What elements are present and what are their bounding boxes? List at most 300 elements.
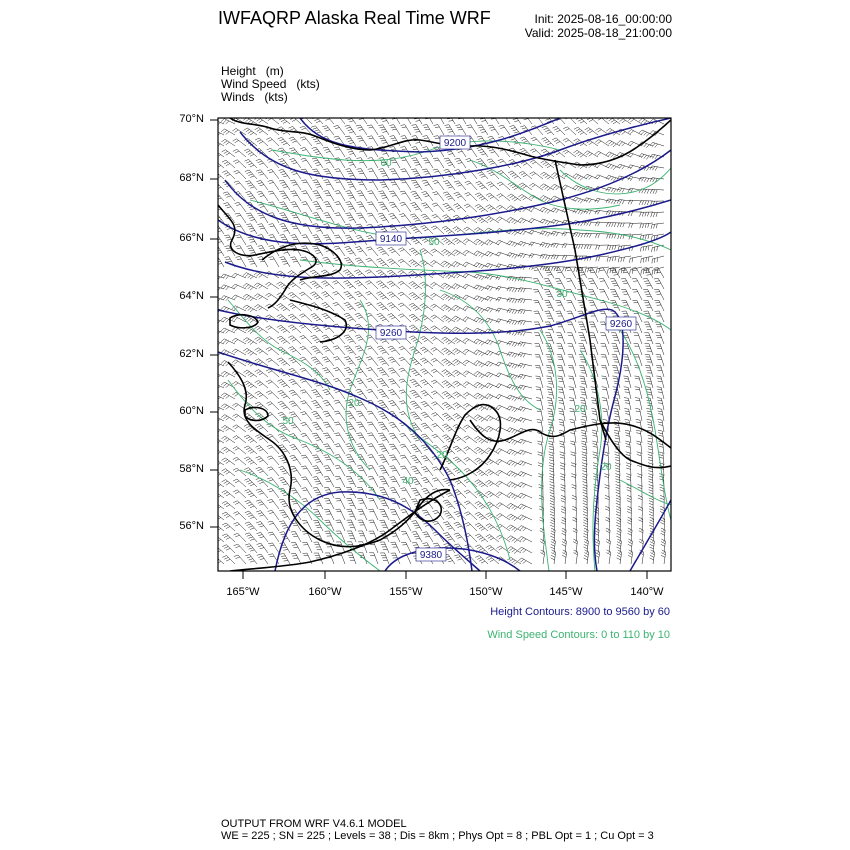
wind-barb (639, 130, 653, 137)
wind-barb (518, 309, 532, 314)
wind-barb (486, 535, 499, 543)
wind-barb (277, 325, 290, 333)
wind-barb (463, 239, 477, 245)
wind-barb (246, 191, 258, 201)
wind-barb (301, 191, 312, 201)
wind-barb (602, 398, 609, 410)
wind-barb (278, 390, 290, 399)
wind-barb (654, 268, 664, 278)
wind-speed-label: 30 (556, 289, 568, 300)
wind-barb (266, 391, 279, 399)
wind-barb (335, 191, 345, 201)
wind-barb (221, 404, 235, 410)
wind-barb (610, 278, 620, 289)
wind-barb (399, 346, 411, 355)
wind-barb (432, 467, 444, 476)
wind-barb (410, 401, 422, 410)
wind-barb (558, 387, 565, 399)
wind-barb (432, 500, 444, 510)
wind-barb (335, 498, 345, 509)
wind-barb (377, 379, 389, 389)
wind-barb (334, 444, 345, 454)
wind-barb (578, 333, 587, 344)
wind-barb (431, 337, 444, 344)
wind-barb (601, 376, 609, 388)
wind-barb (400, 466, 411, 476)
wind-barb (618, 256, 631, 262)
wind-barb (452, 349, 466, 356)
wind-barb (357, 180, 368, 190)
wind-barb (650, 550, 655, 564)
wind-barb (595, 222, 609, 226)
wind-barb (380, 542, 389, 553)
wind-barb (357, 169, 367, 179)
wind-barb (233, 447, 246, 455)
wind-barb (422, 477, 434, 487)
wind-barb (486, 205, 499, 212)
wind-barb (356, 235, 367, 245)
wind-barb (324, 509, 334, 520)
wind-barb (442, 413, 455, 421)
wind-barb (566, 300, 576, 311)
wind-barb (267, 423, 279, 432)
wind-barb (300, 137, 312, 146)
wind-barb (378, 202, 389, 212)
wind-barb (529, 242, 543, 246)
wind-barb (595, 210, 609, 214)
wind-barb (568, 344, 577, 355)
wind-barb (443, 181, 455, 191)
wind-barb (643, 289, 653, 300)
wind-barb (389, 433, 400, 443)
wind-barb (388, 368, 400, 377)
wind-barb (547, 398, 554, 410)
wind-barb (256, 180, 268, 190)
wind-barb (600, 333, 609, 344)
wind-barb (288, 116, 301, 124)
wind-barb (496, 217, 510, 223)
lon-label: 155°W (389, 586, 423, 598)
wind-barb (312, 433, 323, 443)
wind-barb (464, 512, 477, 520)
wind-barb (535, 344, 544, 355)
wind-barb (210, 140, 224, 147)
wind-barb (643, 278, 653, 289)
wind-barb (584, 550, 589, 564)
wind-barb (635, 387, 642, 399)
wind-barb (464, 447, 477, 454)
wind-barb (518, 331, 532, 336)
wind-barb (345, 213, 356, 223)
wind-barb (223, 203, 235, 213)
wind-barb (336, 520, 345, 531)
wind-barb (411, 180, 422, 190)
wind-barb (290, 202, 301, 212)
wind-barb (411, 158, 422, 168)
wind-barb (322, 126, 334, 135)
wind-barb (290, 257, 301, 267)
wind-barb (499, 114, 510, 124)
wind-barb (324, 191, 335, 201)
wind-barb (210, 307, 224, 313)
wind-barb (256, 467, 268, 476)
wind-barb (430, 282, 444, 289)
wind-barb (255, 128, 268, 136)
wind-barb (562, 232, 576, 236)
wind-barb (334, 422, 345, 432)
wind-barb (518, 450, 532, 455)
wind-barb (574, 116, 587, 124)
wind-barb (245, 555, 257, 564)
wind-barb (398, 281, 411, 289)
wind-barb (378, 180, 389, 190)
wind-barb (356, 213, 367, 223)
wind-barb (301, 455, 312, 465)
wind-barb (210, 372, 224, 378)
wind-barb (222, 469, 235, 476)
wind-speed-contour (240, 470, 380, 571)
wind-barb (336, 542, 345, 553)
wind-barb (431, 391, 444, 399)
wind-barb (210, 394, 224, 401)
wind-barb (390, 488, 400, 499)
wind-barb (557, 376, 565, 388)
wind-barb (630, 256, 643, 263)
wind-barb (434, 125, 445, 135)
wind-barb (356, 202, 367, 212)
wind-barb (557, 365, 565, 377)
wind-barb (441, 249, 455, 256)
wind-barb (476, 170, 488, 179)
wind-barb (267, 456, 279, 465)
wind-barb (247, 257, 257, 267)
wind-barb (562, 550, 567, 564)
wind-barb (290, 499, 301, 509)
wind-barb (299, 292, 312, 300)
wind-barb (464, 479, 477, 487)
wind-barb (464, 457, 477, 465)
wind-speed-contours (228, 141, 671, 571)
wind-barb (507, 482, 521, 489)
wind-barb (645, 376, 653, 388)
wind-barb (246, 213, 257, 223)
wind-barb (389, 455, 400, 465)
wind-barb (334, 125, 346, 135)
wind-barb (346, 191, 357, 201)
wind-barb (398, 292, 411, 300)
wind-barb (255, 370, 268, 378)
wind-barb (378, 191, 389, 201)
wind-barb (655, 333, 664, 344)
wind-barb (399, 214, 411, 224)
wind-barb (289, 137, 301, 146)
wind-barb (267, 467, 279, 476)
wind-barb (244, 381, 257, 388)
wind-barb (621, 278, 631, 289)
wind-barb (411, 455, 422, 465)
wind-barb (487, 170, 499, 179)
wind-barb (624, 398, 631, 410)
wind-barb (210, 318, 224, 324)
wind-barb (529, 183, 543, 190)
wind-barb (624, 387, 631, 399)
wind-barb (255, 380, 268, 388)
wind-barb (420, 336, 433, 344)
height-contour-label: 9380 (419, 550, 443, 561)
wind-barb (474, 361, 488, 368)
wind-barb (474, 251, 488, 258)
wind-barb (368, 487, 378, 498)
wind-barb (288, 325, 301, 333)
valid-time: Valid: 2025-08-18_21:00:00 (524, 26, 672, 40)
wind-barb (210, 130, 224, 137)
wind-barb (534, 311, 543, 322)
model-info-line1: OUTPUT FROM WRF V4.6.1 MODEL (221, 818, 407, 830)
wind-barb (300, 390, 312, 399)
wind-barb (387, 303, 400, 311)
wind-barb (367, 191, 378, 201)
wind-speed-label: 20 (348, 398, 360, 409)
wind-barb (333, 368, 345, 378)
wind-barb (421, 456, 433, 465)
wind-barb (389, 125, 400, 135)
wind-barb (497, 194, 510, 201)
wind-barb (311, 390, 323, 400)
wind-barb (441, 283, 455, 290)
field-unit: (m) (265, 64, 284, 78)
wind-barb (599, 289, 609, 300)
wind-speed-contour-legend: Wind Speed Contours: 0 to 110 by 10 (487, 629, 670, 641)
wind-barb (278, 137, 290, 146)
wind-barb (234, 181, 246, 190)
wind-barb (254, 294, 268, 300)
wind-barb (409, 292, 422, 300)
wind-barb (279, 466, 291, 476)
wind-barb (388, 390, 400, 400)
wind-barb (645, 365, 653, 377)
wind-barb (573, 185, 587, 191)
wind-barb (412, 125, 423, 135)
wind-barb (355, 313, 367, 322)
wind-barb (442, 381, 455, 389)
wind-barb (400, 433, 411, 443)
wind-barb (485, 480, 499, 487)
wind-barb (344, 335, 356, 344)
wind-barb (474, 339, 488, 345)
wind-barb (222, 534, 235, 542)
lat-label: 60°N (179, 405, 204, 417)
wind-barb (323, 158, 334, 168)
wind-barb (590, 354, 598, 366)
wind-barb (635, 408, 642, 421)
wind-barb (456, 114, 467, 124)
wind-barb (430, 293, 444, 300)
wind-barb (518, 353, 532, 358)
wind-barb (210, 340, 224, 346)
wind-barb (596, 256, 609, 261)
wind-barb (421, 412, 433, 421)
wind-barb (612, 344, 621, 355)
wind-barb (645, 354, 653, 366)
wind-barb (210, 150, 224, 157)
wind-barb (346, 180, 356, 190)
wind-barb (555, 300, 565, 311)
wind-barb (345, 378, 356, 388)
wind-barb (265, 282, 279, 289)
wind-barb (518, 526, 532, 531)
field-name: Height (221, 64, 256, 78)
wind-barb (556, 311, 565, 322)
wind-barb (508, 194, 522, 201)
wind-barb (312, 246, 323, 256)
wind-barb (234, 555, 246, 564)
wind-barb (335, 202, 346, 212)
wind-barb (222, 171, 235, 179)
wind-barb (564, 115, 576, 124)
wind-barb (651, 223, 664, 229)
height-contour-label: 9140 (379, 234, 403, 245)
wind-barb (290, 180, 301, 190)
wind-barb (455, 125, 466, 135)
wind-barb (257, 224, 268, 234)
wind-barb (422, 180, 433, 190)
wind-barb (312, 455, 323, 465)
wind-barb (367, 433, 378, 443)
wind-barb (399, 390, 411, 399)
wind-barb (301, 433, 312, 443)
wind-barb (313, 224, 324, 234)
wind-barb (497, 182, 510, 190)
lon-label: 150°W (469, 586, 503, 598)
wind-barb (531, 115, 543, 125)
wind-barb (302, 202, 313, 212)
wind-barb (347, 553, 356, 564)
wind-speed-label: 50 (282, 416, 294, 427)
wind-barb (582, 463, 587, 476)
wind-barb (301, 477, 312, 487)
wind-barb (268, 499, 280, 509)
wind-barb (256, 159, 268, 168)
wind-barb (324, 477, 334, 488)
wind-barb (368, 509, 378, 520)
wind-barb (595, 140, 609, 146)
wind-barb (475, 523, 488, 531)
wind-barb (507, 493, 521, 500)
wind-barb (312, 400, 324, 410)
wind-barb (268, 532, 279, 542)
wind-barb (551, 539, 556, 553)
wind-barb (232, 349, 246, 355)
wind-barb (612, 365, 620, 377)
wind-barb (475, 193, 488, 201)
wind-barb (312, 180, 323, 190)
wind-barb (280, 554, 290, 565)
wind-barb (422, 158, 433, 168)
wind-barb (377, 313, 389, 322)
wind-barb (389, 213, 400, 223)
wind-barb (210, 383, 224, 390)
wind-barb (347, 531, 356, 542)
wind-barb (518, 482, 532, 487)
wind-barb (464, 436, 477, 443)
wind-barb (496, 351, 510, 355)
wind-barb (366, 302, 378, 311)
wind-barb (379, 520, 389, 531)
wind-barb (420, 260, 434, 267)
wind-barb (323, 422, 334, 432)
wind-barb (323, 411, 334, 421)
wind-barb (632, 300, 642, 311)
wind-barb (388, 346, 400, 355)
wind-barb (322, 368, 334, 377)
wind-barb (431, 249, 444, 256)
wind-barb (452, 370, 466, 377)
wind-barb (244, 149, 257, 157)
wind-barb (210, 426, 224, 433)
wind-barb (291, 542, 301, 553)
wind-barb (474, 350, 488, 357)
wind-barb (507, 449, 521, 455)
height-contour (630, 500, 671, 571)
wind-barb (623, 354, 631, 366)
wind-barb (210, 361, 224, 367)
wind-barb (400, 114, 411, 124)
wind-barb (401, 125, 412, 135)
wind-barb (377, 357, 389, 366)
wind-barb (475, 556, 488, 564)
wind-barb (568, 365, 576, 377)
wind-barb (518, 418, 532, 423)
wind-barb (221, 139, 235, 146)
wind-barb (443, 203, 455, 212)
wind-barb (302, 531, 312, 542)
wind-barb (442, 337, 456, 344)
wind-barb (321, 292, 334, 301)
wind-barb (279, 510, 290, 520)
wind-barb (633, 333, 642, 344)
wind-barb (534, 333, 543, 344)
wind-barb (367, 136, 378, 146)
wind-barb (433, 180, 444, 190)
wind-barb (454, 192, 466, 201)
wind-barb (615, 463, 620, 476)
wind-barb (346, 465, 356, 476)
wind-barb (387, 292, 400, 300)
wind-barb (398, 248, 411, 256)
wind-barb (322, 357, 334, 366)
model-info-line2: WE = 225 ; SN = 225 ; Levels = 38 ; Dis = 8km ; Phys Opt = 8 ; PBL Opt = 1 ; Cu Opt = 3 (221, 830, 654, 842)
st-lawrence-island (230, 315, 258, 328)
wind-barb (452, 359, 466, 366)
wind-barb (256, 446, 269, 455)
wind-barb (421, 390, 434, 399)
wind-barb (496, 514, 510, 521)
wind-barb (488, 114, 499, 124)
wind-barb (324, 180, 335, 190)
wind-barb (518, 439, 532, 444)
wind-barb (579, 344, 588, 355)
wind-barb (442, 359, 455, 366)
wind-barb (345, 246, 356, 256)
wind-barb (367, 411, 378, 421)
wind-barb (222, 512, 235, 520)
lat-label: 68°N (179, 172, 204, 184)
wind-barb (280, 224, 291, 234)
wind-barb (256, 456, 268, 465)
wind-barb (634, 365, 642, 377)
wind-barb (301, 158, 312, 168)
wind-barb (221, 415, 235, 421)
